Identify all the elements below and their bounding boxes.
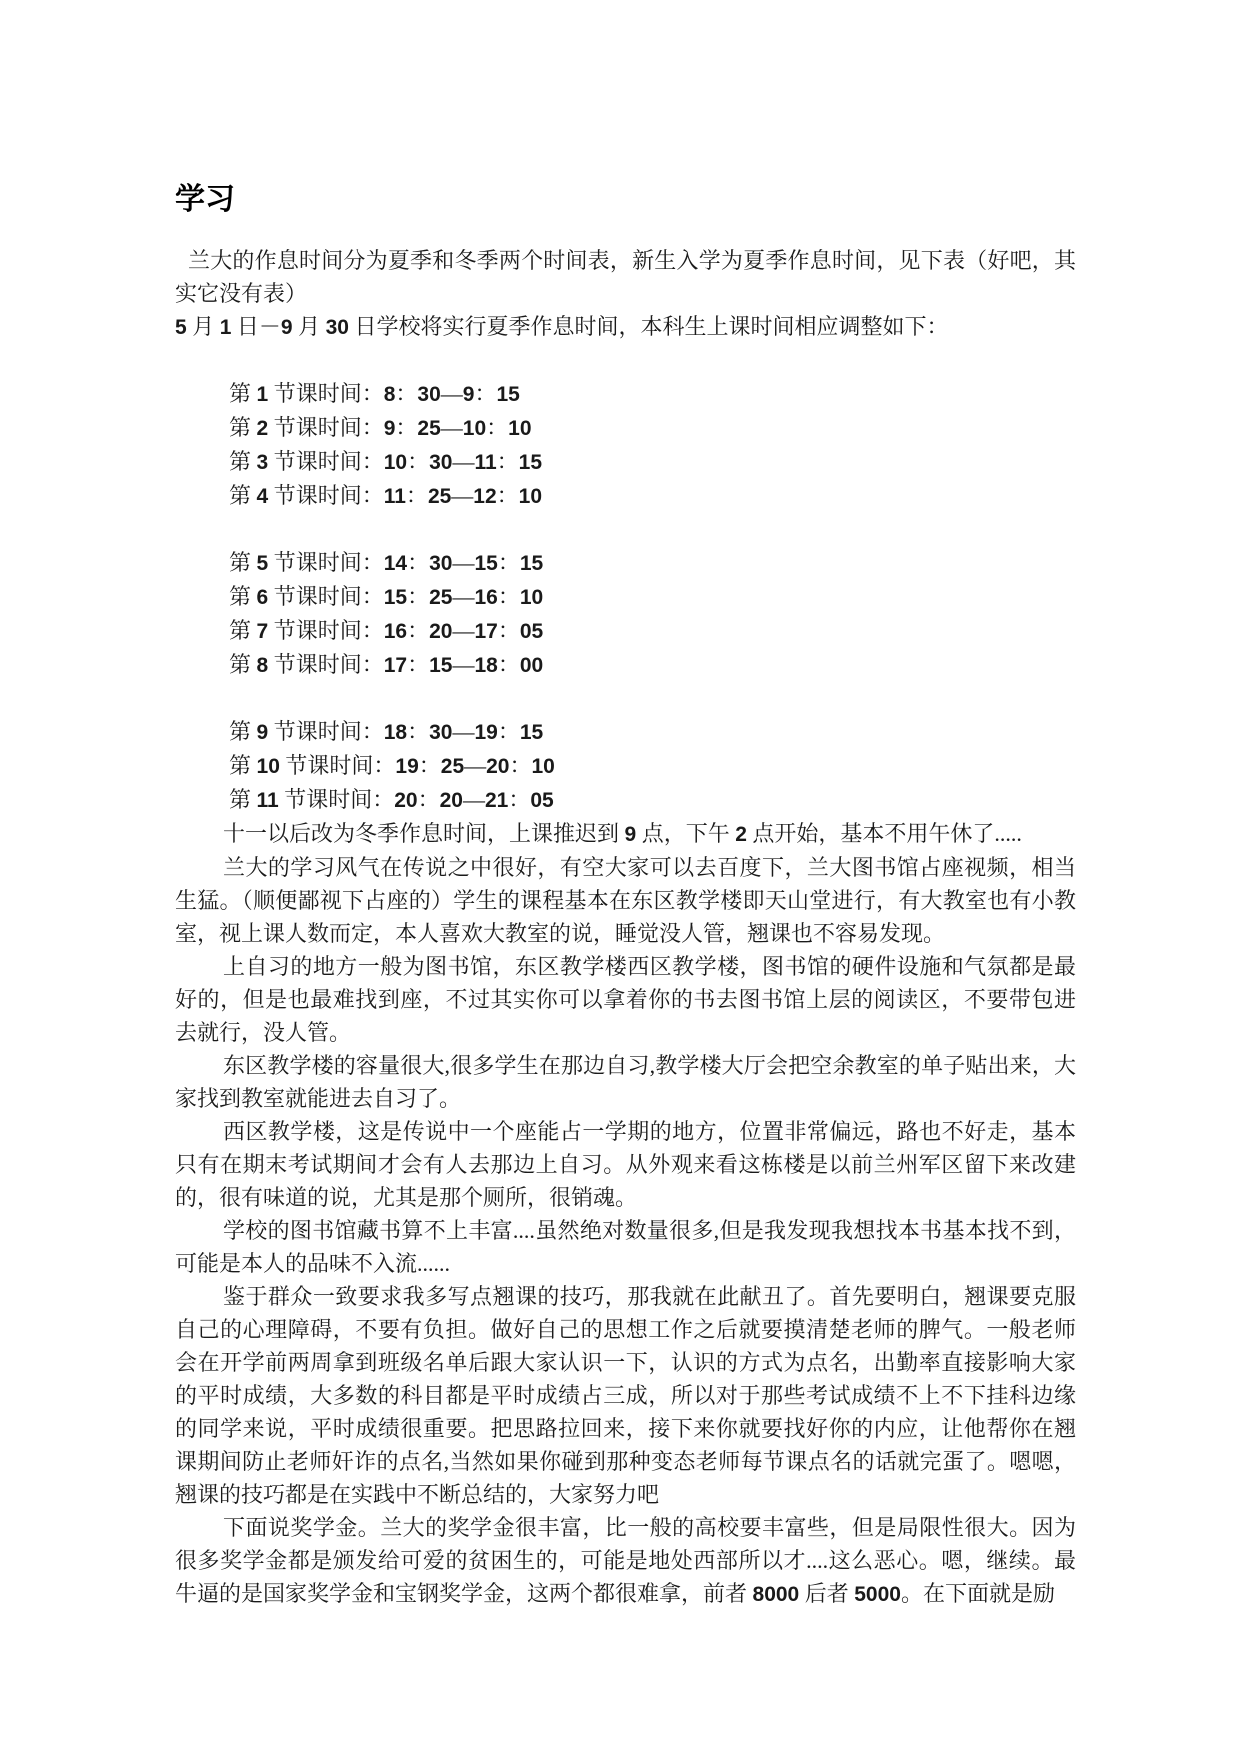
number-text: 00 [519,654,544,677]
number-text: 2 [735,823,747,846]
number-text: 30 [417,383,441,406]
paragraph: 学校的图书馆藏书算不上丰富....虽然绝对数量很多,但是我发现我想找本书基本找不到，可能是本人的品味不入流...... [175,1218,1076,1276]
paragraph: 5 月 1 日－9 月 30 日学校将实行夏季作息时间，本科生上课时间相应调整如下： [175,314,949,339]
number-text: 8 [383,383,396,406]
number-text: 11 [474,451,497,474]
number-text: 25 [417,417,441,440]
schedule-line: 第 8 节课时间：17：15—18：00 [229,652,544,677]
schedule-line: 第 10 节课时间：19：25—20：10 [229,753,555,778]
paragraph: 兰大的作息时间分为夏季和冬季两个时间表，新生入学为夏季作息时间，见下表（好吧，其实它没有表） [175,248,1076,306]
number-text: 15 [429,654,453,677]
number-text: 19 [395,755,419,778]
number-text: 4 [256,485,269,508]
number-text: 25 [429,586,453,609]
schedule-line: 第 1 节课时间：8：30—9：15 [229,381,520,406]
number-text: 15 [383,586,408,609]
paragraph: 下面说奖学金。兰大的奖学金很丰富，比一般的高校要丰富些，但是局限性很大。因为很多奖学金都是颁发给可爱的贫困生的，可能是地处西部所以才....这么恶心。嗯，继续。最牛逼的是国家奖学金和宝钢奖学金，这两个都很难拿，前者 8000 后者 5000。在下面就是励 [175,1515,1076,1606]
number-text: 10 [256,755,280,778]
schedule-line: 第 4 节课时间：11：25—12：10 [229,483,543,508]
number-text: 9 [280,316,293,339]
schedule-line: 第 9 节课时间：18：30—19：15 [229,719,544,744]
schedule-line: 第 2 节课时间：9：25—10：10 [229,415,532,440]
number-text: 1 [219,316,232,339]
number-text: 20 [486,755,510,778]
number-text: 9 [462,383,475,406]
schedule-line: 第 7 节课时间：16：20—17：05 [229,618,544,643]
number-text: 6 [256,586,269,609]
number-text: 5 [175,316,187,339]
number-text: 3 [256,451,269,474]
paragraph: 西区教学楼，这是传说中一个座能占一学期的地方，位置非常偏远，路也不好走，基本只有在期末考试期间才会有人去那边上自习。从外观来看这栋楼是以前兰州军区留下来改建的，很有味道的说，尤其是那个厕所，很销魂。 [175,1119,1076,1210]
number-text: 20 [439,789,463,812]
number-text: 15 [474,552,498,575]
number-text: 15 [519,552,544,575]
number-text: 5 [256,552,269,575]
number-text: 30 [325,316,349,339]
schedule-line: 第 11 节课时间：20：20—21：05 [229,787,554,812]
number-text: 05 [530,789,554,812]
number-text: 10 [519,586,544,609]
number-text: 30 [429,451,453,474]
number-text: 19 [474,721,498,744]
number-text: 10 [383,451,408,474]
number-text: 5000 [854,1583,901,1606]
blank-line [175,344,1076,377]
number-text: 10 [518,485,543,508]
number-text: 18 [383,721,408,744]
schedule-line: 第 5 节课时间：14：30—15：15 [229,550,544,575]
number-text: 18 [474,654,498,677]
number-text: 10 [508,417,532,440]
number-text: 15 [519,721,544,744]
number-text: 30 [429,552,453,575]
number-text: 16 [474,586,498,609]
paragraph: 十一以后改为冬季作息时间，上课推迟到 9 点，下午 2 点开始，基本不用午休了..... [223,821,1022,846]
blank-line [175,682,1076,715]
number-text: 12 [473,485,497,508]
number-text: 15 [496,383,520,406]
number-text: 17 [474,620,498,643]
blank-line [175,513,1076,546]
paragraph: 兰大的学习风气在传说之中很好，有空大家可以去百度下，兰大图书馆占座视频，相当生猛。（顺便鄙视下占座的）学生的课程基本在东区教学楼即天山堂进行，有大教室也有小教室，视上课人数而定，本人喜欢大教室的说，睡觉没人管，翘课也不容易发现。 [175,855,1076,946]
number-text: 8000 [752,1583,800,1606]
number-text: 2 [256,417,269,440]
number-text: 11 [256,789,279,812]
number-text: 25 [427,485,452,508]
number-text: 25 [440,755,465,778]
document-title: 学习 [175,183,235,216]
number-text: 14 [383,552,408,575]
number-text: 20 [429,620,453,643]
number-text: 10 [462,417,487,440]
number-text: 1 [256,383,269,406]
number-text: 7 [256,620,269,643]
number-text: 30 [429,721,453,744]
schedule-line: 第 6 节课时间：15：25—16：10 [229,584,544,609]
number-text: 15 [518,451,543,474]
paragraph-container [175,244,1076,1611]
number-text: 17 [383,654,408,677]
number-text: 9 [256,721,269,744]
number-text: 8 [256,654,269,677]
paragraph: 上自习的地方一般为图书馆，东区教学楼西区教学楼，图书馆的硬件设施和气氛都是最好的，但是也最难找到座，不过其实你可以拿着你的书去图书馆上层的阅读区，不要带包进去就行，没人管。 [175,954,1076,1045]
schedule-line: 第 3 节课时间：10：30—11：15 [229,449,543,474]
paragraph: 鉴于群众一致要求我多写点翘课的技巧，那我就在此献丑了。首先要明白，翘课要克服自己的心理障碍，不要有负担。做好自己的思想工作之后就要摸清楚老师的脾气。一般老师会在开学前两周拿到班级名单后跟大家认识一下，认识的方式为点名，出勤率直接影响大家的平时成绩，大多数的科目都是平时成绩占三成，所以对于那些考试成绩不上不下挂科边缘的同学来说，平时成绩很重要。把思路拉回来，接下来你就要找好你的内应，让他帮你在翘课期间防止老师奸诈的点名,当然如果你碰到那种变态老师每节课点名的话就完蛋了。嗯嗯，翘课的技巧都是在实践中不断总结的，大家努力吧 [175,1284,1076,1507]
number-text: 10 [531,755,555,778]
number-text: 05 [519,620,544,643]
number-text: 11 [383,485,406,508]
number-text: 20 [394,789,418,812]
number-text: 9 [624,823,637,846]
number-text: 16 [383,620,408,643]
number-text: 9 [383,417,396,440]
number-text: 21 [484,789,509,812]
paragraph: 东区教学楼的容量很大,很多学生在那边自习,教学楼大厅会把空余教室的单子贴出来，大家找到教室就能进去自习了。 [175,1053,1076,1111]
document-content [175,178,1076,1611]
